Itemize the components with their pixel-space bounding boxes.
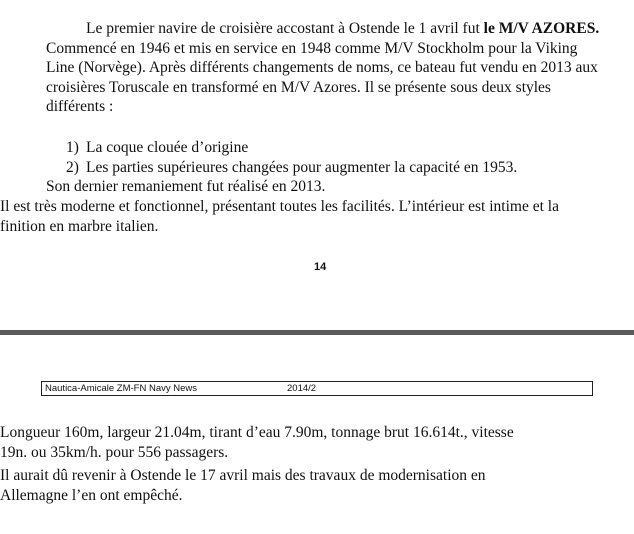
- list-item-text: Les parties supérieures changées pour augmenter la capacité en 1953.: [86, 158, 518, 176]
- list-item: [66, 158, 586, 178]
- list-item: [66, 138, 586, 158]
- newsletter-issue: 2014/2: [287, 383, 317, 394]
- dimensions-paragraph: Longueur 160m, largeur 21.04m, tirant d’eau 7.90m, tonnage brut 16.614t., vitesse 19n. ou 35km/h. pour 556 passagers.: [0, 424, 514, 461]
- page-number: 14: [314, 261, 327, 273]
- ship-name-bold: le M/V AZORES.: [483, 20, 600, 37]
- list-item-number: 1): [66, 139, 79, 156]
- list-item-text: La coque clouée d’origine: [86, 139, 249, 156]
- styles-list: [66, 138, 586, 177]
- intro-paragraph: [46, 19, 606, 117]
- intro-text-rest: Commencé en 1946 et mis en service en 1948 comme M/V Stockholm pour la Viking Line (Norvège). Après différents changements de noms, ce bateau fut vendu en 2013 aux croisières Toruscale en transformé en M/V Azores. Il se présente sous deux styles différents :: [46, 39, 598, 115]
- remaniement-line: Son dernier remaniement fut réalisé en 2013.: [46, 178, 326, 195]
- moderne-paragraph: Il est très moderne et fonctionnel, présentant toutes les facilités. L’intérieur est intime et la finition en marbre italien.: [0, 198, 559, 235]
- newsletter-header: [41, 381, 593, 396]
- page-separator: [0, 330, 634, 335]
- revenir-paragraph: Il aurait dû revenir à Ostende le 17 avril mais des travaux de modernisation en Allemagne l’en ont empêché.: [0, 467, 486, 504]
- newsletter-title: Nautica-Amicale ZM-FN Navy News: [45, 383, 198, 394]
- intro-text-start: Le premier navire de croisière accostant à Ostende le 1 avril fut: [86, 20, 484, 37]
- list-item-number: 2): [66, 158, 79, 176]
